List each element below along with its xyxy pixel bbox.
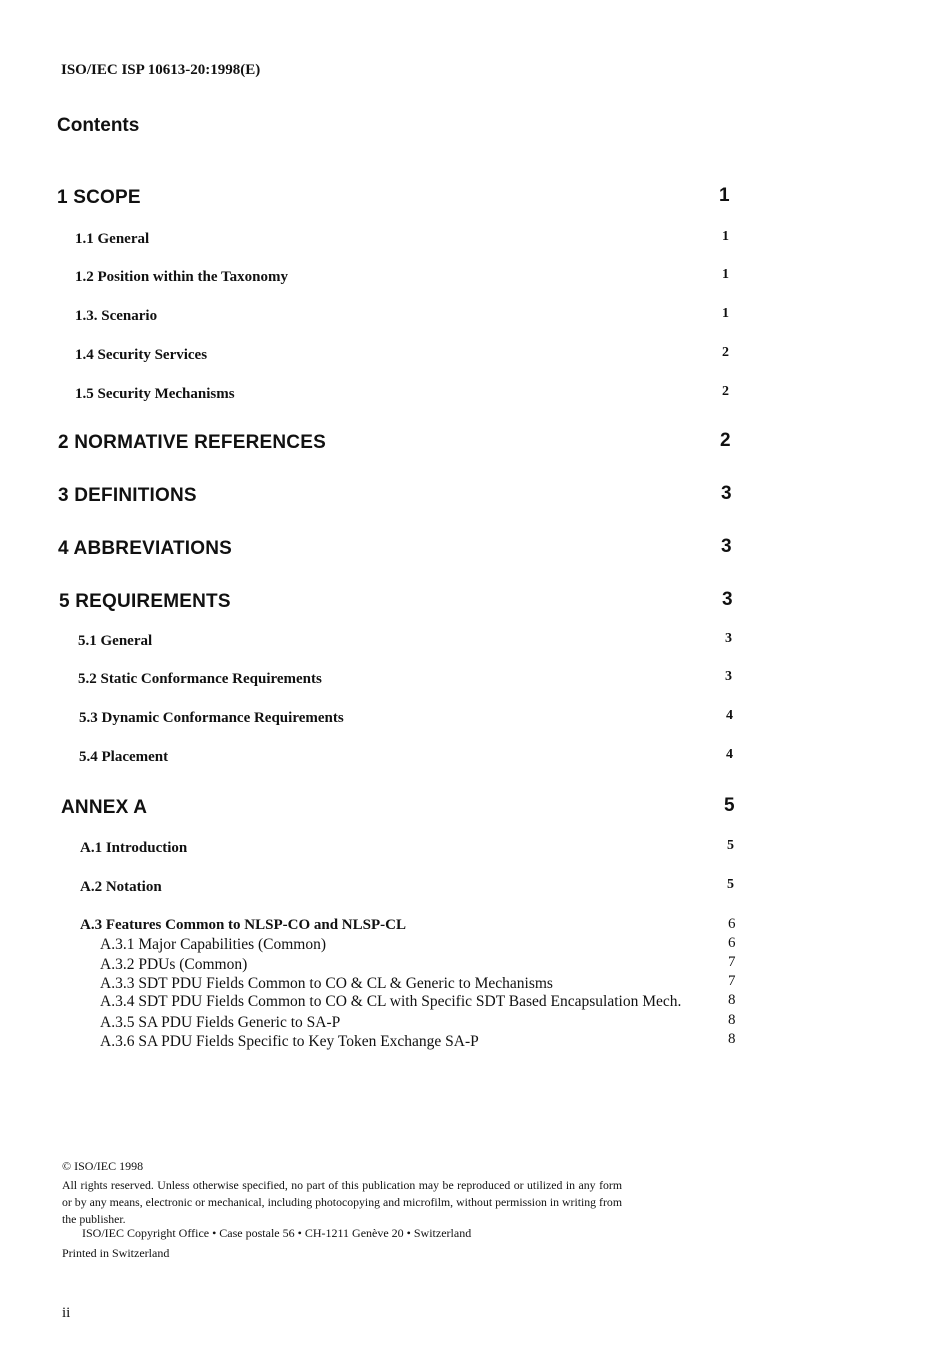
- toc-page-a-3-5: 8: [728, 1012, 736, 1028]
- toc-page-5-2: 3: [725, 669, 732, 684]
- toc-entry-5-1[interactable]: 5.1 General: [78, 633, 153, 649]
- toc-entry-a-1[interactable]: A.1 Introduction: [80, 840, 188, 856]
- toc-entry-1-4[interactable]: 1.4 Security Services: [75, 347, 208, 363]
- page-number: ii: [62, 1305, 71, 1321]
- toc-page-a-3-4: 8: [728, 992, 736, 1008]
- toc-entry-1-3[interactable]: 1.3. Scenario: [75, 308, 158, 324]
- toc-entry-a-3[interactable]: A.3 Features Common to NLSP-CO and NLSP-CL: [80, 917, 406, 933]
- toc-page-a-3-3: 7: [728, 973, 736, 989]
- toc-entry-1-2[interactable]: 1.2 Position within the Taxonomy: [75, 269, 288, 285]
- document-id: ISO/IEC ISP 10613-20:1998(E): [61, 62, 261, 78]
- toc-page-5-4: 4: [726, 747, 733, 762]
- toc-page-a-3-2: 7: [728, 954, 736, 970]
- copyright-line: © ISO/IEC 1998: [62, 1159, 144, 1173]
- toc-entry-5-3[interactable]: 5.3 Dynamic Conformance Requirements: [79, 710, 344, 726]
- toc-entry-abbreviations[interactable]: 4 ABBREVIATIONS: [58, 538, 233, 559]
- toc-entry-scope[interactable]: 1 SCOPE: [57, 187, 141, 208]
- toc-page-a-3: 6: [728, 916, 736, 932]
- toc-entry-a-3-3[interactable]: A.3.3 SDT PDU Fields Common to CO & CL & Generic to Mechanisms: [100, 975, 553, 992]
- toc-page-1-3: 1: [722, 306, 729, 321]
- toc-entry-5-2[interactable]: 5.2 Static Conformance Requirements: [78, 671, 322, 687]
- printed-in: Printed in Switzerland: [62, 1246, 170, 1260]
- toc-page-a-3-1: 6: [728, 935, 736, 951]
- toc-page-1-4: 2: [722, 345, 729, 360]
- toc-page-1-2: 1: [722, 267, 729, 282]
- toc-entry-a-3-1[interactable]: A.3.1 Major Capabilities (Common): [100, 936, 327, 953]
- toc-entry-a-3-4[interactable]: A.3.4 SDT PDU Fields Common to CO & CL with Specific SDT Based Encapsulation Mech.: [100, 993, 682, 1010]
- toc-page-annex-a: 5: [724, 795, 735, 816]
- toc-entry-a-3-6[interactable]: A.3.6 SA PDU Fields Specific to Key Token Exchange SA-P: [100, 1033, 479, 1050]
- toc-entry-annex-a[interactable]: ANNEX A: [61, 797, 148, 818]
- toc-page-5-3: 4: [726, 708, 733, 723]
- contents-title: Contents: [57, 115, 140, 136]
- toc-entry-1-1[interactable]: 1.1 General: [75, 231, 150, 247]
- toc-entry-a-2[interactable]: A.2 Notation: [80, 879, 162, 895]
- toc-page-scope: 1: [719, 185, 730, 206]
- toc-entry-requirements[interactable]: 5 REQUIREMENTS: [59, 591, 231, 612]
- toc-page-1-1: 1: [722, 229, 729, 244]
- toc-entry-a-3-2[interactable]: A.3.2 PDUs (Common): [100, 956, 248, 973]
- toc-entry-normative-references[interactable]: 2 NORMATIVE REFERENCES: [58, 432, 326, 453]
- toc-page-a-3-6: 8: [728, 1031, 736, 1047]
- toc-entry-a-3-5[interactable]: A.3.5 SA PDU Fields Generic to SA-P: [100, 1014, 341, 1031]
- toc-page-1-5: 2: [722, 384, 729, 399]
- copyright-office-address: ISO/IEC Copyright Office • Case postale 56 • CH-1211 Genève 20 • Switzerland: [82, 1226, 472, 1240]
- toc-page-definitions: 3: [721, 483, 732, 504]
- toc-page-a-2: 5: [727, 877, 734, 892]
- toc-page-normative-references: 2: [720, 430, 731, 451]
- toc-page-5-1: 3: [725, 631, 732, 646]
- rights-notice: All rights reserved. Unless otherwise specified, no part of this publication may be reproduced or utilized in any form or by any means, electronic or mechanical, including photocopying and microfilm, without permission in writing from the publisher.: [62, 1178, 622, 1226]
- toc-entry-1-5[interactable]: 1.5 Security Mechanisms: [75, 386, 235, 402]
- toc-page-a-1: 5: [727, 838, 734, 853]
- toc-entry-5-4[interactable]: 5.4 Placement: [79, 749, 169, 765]
- toc-page-abbreviations: 3: [721, 536, 732, 557]
- toc-page-requirements: 3: [722, 589, 733, 610]
- toc-entry-definitions[interactable]: 3 DEFINITIONS: [58, 485, 197, 506]
